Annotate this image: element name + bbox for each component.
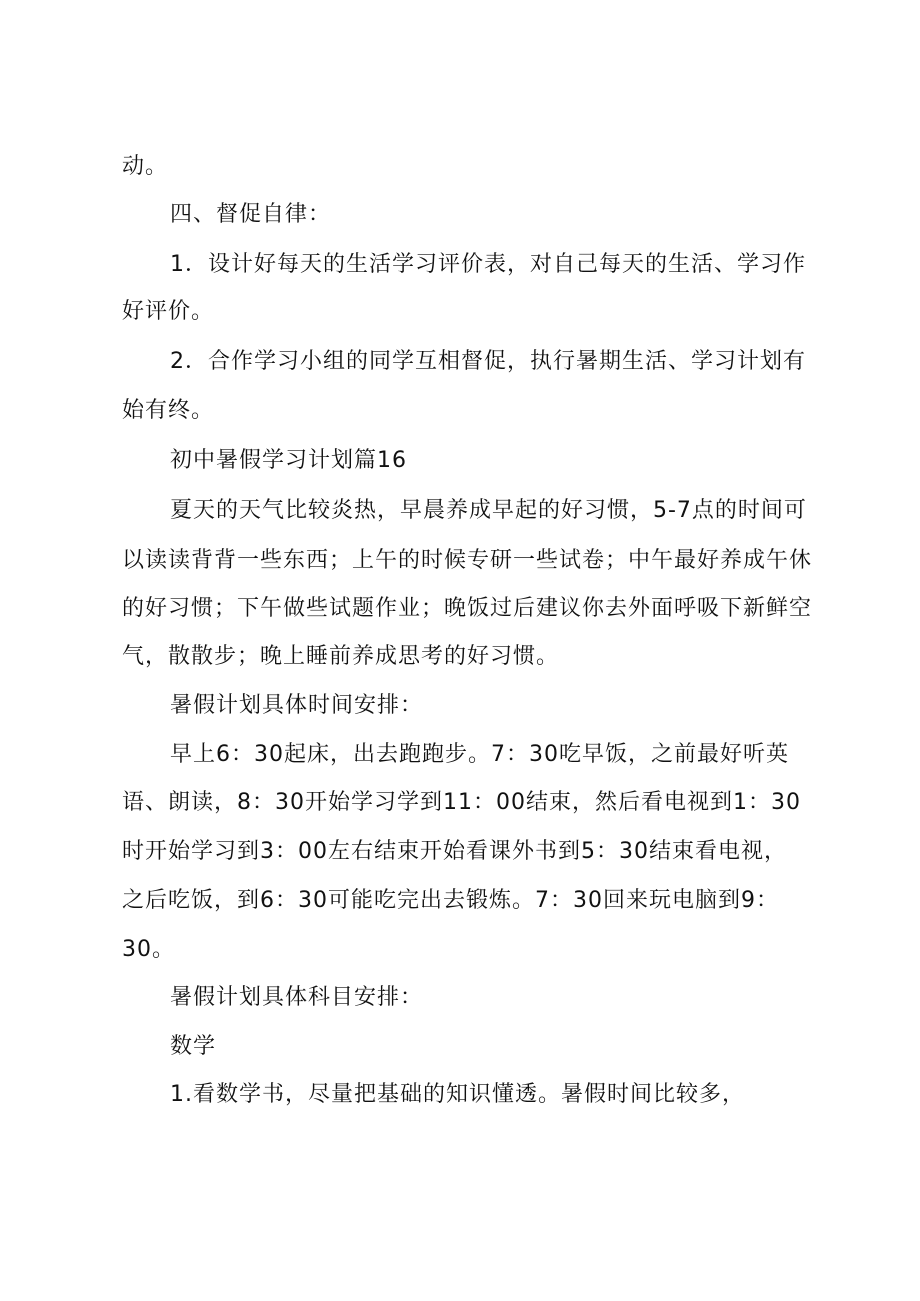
text-line-16: 之后吃饭，到6：30可能吃完出去锻炼。7：30回来玩电脑到9： [122, 888, 779, 913]
text-line-17: 30。 [122, 937, 175, 962]
text-line-15: 时开始学习到3：00左右结束开始看课外书到5：30结束看电视， [122, 839, 787, 864]
text-line-11: 气，散散步；晚上睡前养成思考的好习惯。 [122, 644, 560, 669]
text-line-20: 1.看数学书，尽量把基础的知识懂透。暑假时间比较多， [170, 1082, 745, 1107]
text-line-6: 始有终。 [122, 398, 215, 423]
subject-heading-math: 数学 [170, 1034, 217, 1059]
text-line-3: 1．设计好每天的生活学习评价表，对自己每天的生活、学习作 [170, 252, 806, 277]
section-heading-time: 暑假计划具体时间安排： [170, 693, 424, 718]
section-heading-supervise: 四、督促自律： [170, 202, 332, 227]
section-heading-subjects: 暑假计划具体科目安排： [170, 985, 424, 1010]
text-line-9: 以读读背背一些东西；上午的时候专研一些试卷；中午最好养成午休 [122, 548, 813, 573]
text-line-10: 的好习惯；下午做些试题作业；晚饭过后建议你去外面呼吸下新鲜空 [122, 596, 813, 621]
text-line-1: 动。 [122, 154, 169, 179]
text-line-4: 好评价。 [122, 299, 215, 324]
article-title: 初中暑假学习计划篇16 [170, 448, 407, 473]
text-line-8: 夏天的天气比较炎热，早晨养成早起的好习惯，5-7点的时间可 [170, 498, 807, 523]
text-line-13: 早上6：30起床，出去跑跑步。7：30吃早饭，之前最好听英 [170, 742, 789, 767]
text-line-14: 语、朗读，8：30开始学习学到11：00结束，然后看电视到1：30 [122, 790, 801, 815]
text-line-5: 2．合作学习小组的同学互相督促，执行暑期生活、学习计划有 [170, 349, 806, 374]
